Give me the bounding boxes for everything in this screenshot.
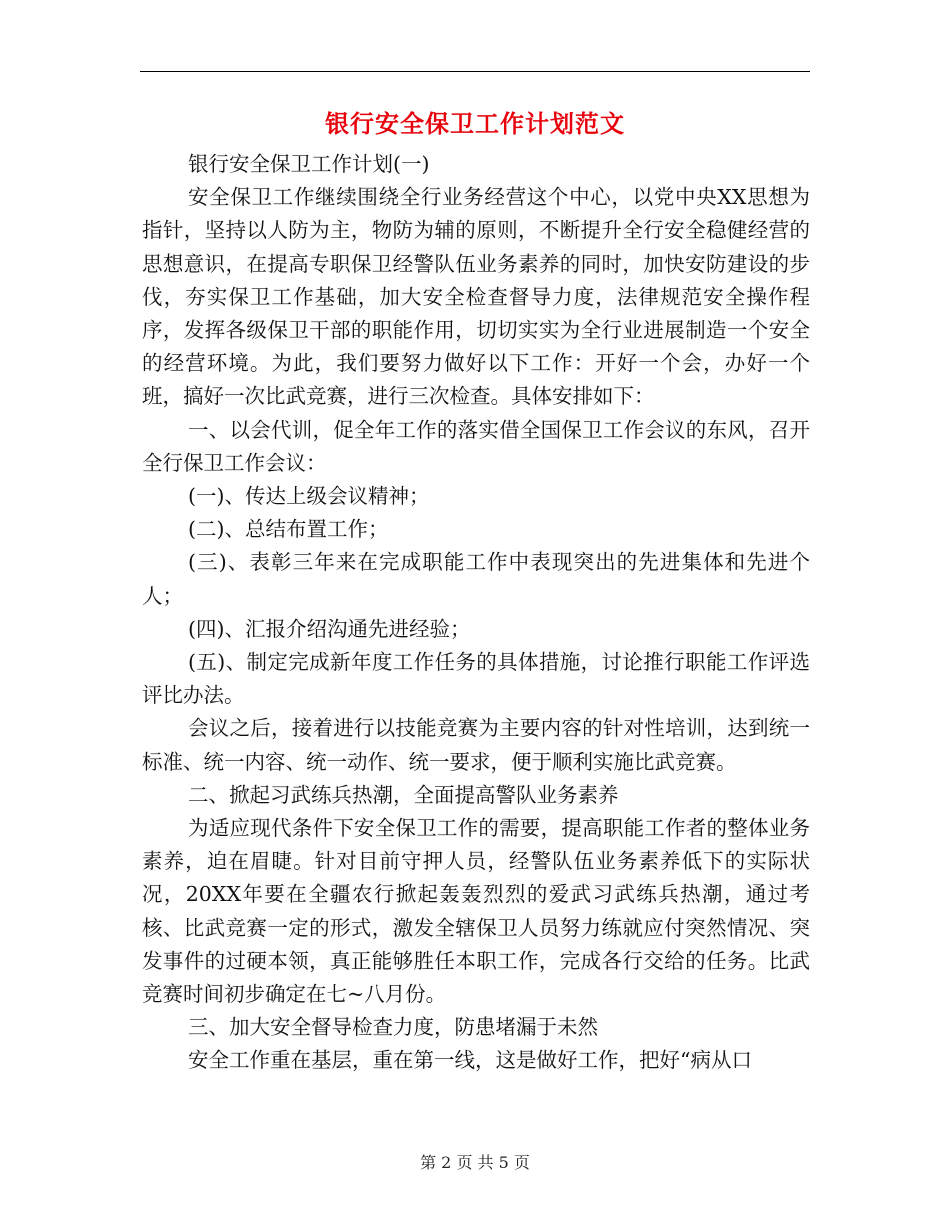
section-heading-2: 二、掀起习武练兵热潮，全面提高警队业务素养: [188, 782, 619, 807]
subtitle-paragraph: 银行安全保卫工作计划(一): [188, 152, 430, 176]
list-item-1: (一)、传达上级会议精神；: [188, 484, 430, 509]
body-paragraph: 安全工作重在基层，重在第一线，这是做好工作，把好“病从口: [188, 1048, 752, 1073]
page-number-footer: 第 2 页 共 5 页: [420, 1153, 530, 1172]
document-title: 银行安全保卫工作计划范文: [325, 110, 625, 138]
section-heading-1: 一、以会代训，促全年工作的落实借全国保卫工作会议的东风，召开全行保卫工作会议：: [142, 417, 810, 475]
header-rule: [140, 71, 810, 72]
body-paragraph: 安全保卫工作继续围绕全行业务经营这个中心，以党中央XX思想为指针，坚持以人防为主，物防为辅的原则，不断提升全行安全稳健经营的思想意识，在提高专职保卫经警队伍业务素养的同时，加快安防建设的步伐，夯实保卫工作基础，加大安全检查督导力度，法律规范安全操作程序，发挥各级保卫干部的职能作用，切切实实为全行业进展制造一个安全的经营环境。为此，我们要努力做好以下工作：开好一个会，办好一个班，搞好一次比武竞赛，进行三次检查。具体安排如下：: [142, 185, 810, 409]
list-item-2: (二)、总结布置工作；: [188, 517, 389, 542]
section-heading-3: 三、加大安全督导检查力度，防患堵漏于未然: [188, 1015, 598, 1040]
body-paragraph: 会议之后，接着进行以技能竞赛为主要内容的针对性培训，达到统一标准、统一内容、统一动作、统一要求，便于顺利实施比武竞赛。: [142, 716, 810, 774]
document-body: [142, 148, 810, 1078]
list-item-5: (五)、制定完成新年度工作任务的具体措施，讨论推行职能工作评选评比办法。: [142, 650, 810, 708]
list-item-4: (四)、汇报介绍沟通先进经验；: [188, 616, 471, 641]
list-item-3: (三)、表彰三年来在完成职能工作中表现突出的先进集体和先进个人；: [142, 550, 810, 608]
body-paragraph: 为适应现代条件下安全保卫工作的需要，提高职能工作者的整体业务素养，迫在眉睫。针对目前守押人员，经警队伍业务素养低下的实际状况，20XX年要在全疆农行掀起轰轰烈烈的爱武习武练兵热潮，通过考核、比武竞赛一定的形式，激发全辖保卫人员努力练就应付突然情况、突发事件的过硬本领，真正能够胜任本职工作，完成各行交给的任务。比武竞赛时间初步确定在七~八月份。: [142, 816, 810, 1007]
